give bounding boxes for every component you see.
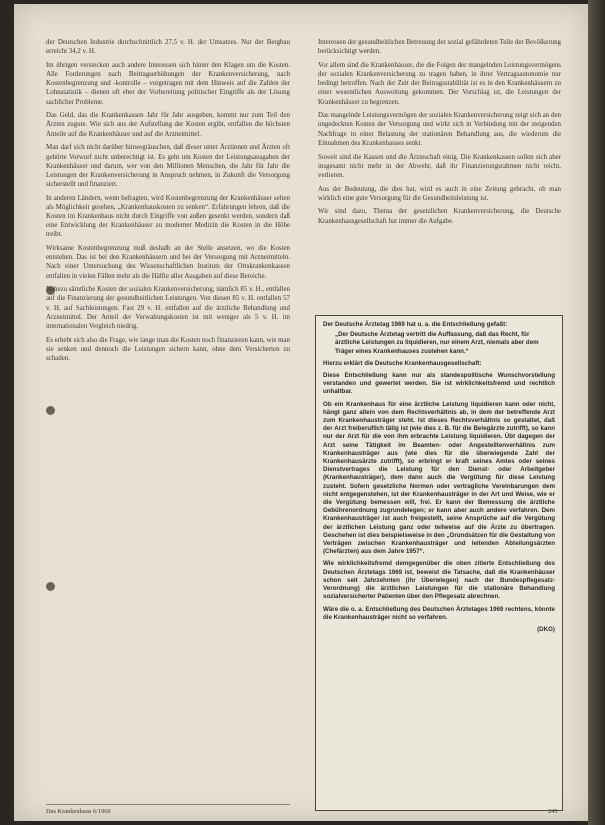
paragraph: Soweit sind die Kassen und die Ärzteschaft einig. Die Krankenkassen sollen sich aber insgesamt nicht mehr in der Abwehr, daß ihr Finanzierungsrahmen nicht reicht, verlieren. — [318, 153, 561, 179]
paragraph: Vor allem sind die Krankenhäuser, die die Folgen der mangelnden Leistungsvermögens der sozialen Krankenversicherung zu tragen haben, in ihrer Vertragsautonomie nur bedingt betroffen. Nach der Zeit der Beitragsstabilität ist es in den Krankenhäusern zu einer wesentlichen Ausweitung gekommen. Der Vorschlag ist, die Leistungen der Krankenhäuser zu begrenzen. — [318, 61, 561, 106]
box-paragraph: Wäre die o. a. Entschließung des Deutschen Ärztetages 1969 rechtens, könnte die Krankenhausträger nicht so verfahren. — [323, 605, 555, 621]
box-source: (DKG) — [537, 625, 555, 633]
paragraph: Man darf sich nicht darüber hinwegtäuschen, daß dieser unter Ärztinnen und Ärzten oft gehörte Vorwurf nicht unberechtigt ist. Es geht um Kosten der Leistungsausgaben der Krankenhäuser und darum, wer von den Millionen Menschen, die Jahr für Jahr die Leistungen der Krankenversicherung in Anspruch nehmen, in Zukunft die Versorgung sicherstellt und finanziert. — [46, 144, 290, 188]
paragraph: der Deutschen Industrie durchschnittlich 27,5 v. H. der Umsatzes. Nur der Bergbau erreicht 34,2 v. H. — [46, 39, 290, 56]
page-number: 245 — [548, 808, 558, 815]
paragraph: Im übrigen verstecken auch andere Interessen sich hinter den Klagen um die Kosten. Alle Forderungen nach Beitragserhöhungen der Krankenversicherung, nach Kostenbegrenzung und -kontrolle – vorgetragen mit dem Hinweis auf die Zahlen der Lohnstatistik – dienen oft eher der Vorbereitung politischer Eingriffe als der Lösung sachlicher Probleme. — [46, 61, 290, 106]
journal-footer: Das Krankenhaus 6/1969 — [46, 808, 111, 815]
punch-hole — [46, 582, 55, 591]
paragraph: Interessen der gesundheitlichen Betreuung der sozial gefährdeten Teile der Bevölkerung berücksichtigt werden. — [318, 39, 561, 56]
paragraph: Wir sind dazu, Thema der gesetzlichen Krankenversicherung, die Deutsche Krankenhausgesellschaft hat immer die Aufgabe. — [318, 208, 561, 225]
book-spine — [588, 0, 605, 825]
left-text-column — [46, 38, 290, 368]
right-text-column — [318, 38, 561, 230]
box-paragraph: Diese Entschließung kann nur als standespolitische Wunschvorstellung verstanden und gewertet werden. Sie ist wirklichkeitsfremd und rechtlich unhaltbar. — [323, 372, 555, 396]
paragraph: Aus der Bedeutung, die dies hat, wird es auch in eine Zeitung gebracht, ob man wirklich eine gute Versorgung für die Gesundheitsleistung ist. — [318, 185, 561, 202]
punch-hole — [46, 406, 55, 415]
paragraph: Das Geld, das die Krankenkassen Jahr für Jahr ausgeben, kommt nur zum Teil den Ärzten zugute. Wie sich aus der Aufstellung der Kosten ergibt, entfallen die höchsten Anteile auf die Krankenhäuser und auf die Arzneimittel. — [46, 112, 290, 138]
box-paragraph: Ob ein Krankenhaus für eine ärztliche Leistung liquidieren kann oder nicht, hängt ganz allein von dem Rechtsverhältnis ab, in dem der betreffende Arzt zum Krankenhausträger steht. Ist dieses Rechtsverhältnis so gestaltet, daß der Arzt freiberuflich tätig ist (wie dies z. B. für die Belegärzte zutrifft), so kann nur der Arzt für die von ihm erbrachte Leistung liquidieren. Übt dagegen der Arzt seine Tätigkeit im Beamten- oder Angestelltenverhältnis zum Krankenhausträger aus (wie dies für die überwiegende Zahl der Krankenhausärzte zutrifft), so erbringt er kraft seines Amtes oder seines Dienstvertrages die Leistung für den Dienst- oder Arbeitgeber (Krankenhausträger), dem dann auch die Vergütung für diese Leistung zusteht. Sofern gesetzliche Normen oder vertragliche Vereinbarungen dem nicht entgegenstehen, ist der Krankenhausträger in der Art und Weise, wie er die Vergütung bemessen will, frei. Er kann der Bemessung die ärztliche Gebührenordnung zugrundelegen; er kann aber auch andere verfahren. Dem Krankenhausträger ist auch freigestellt, seine Ansprüche auf die Vergütung der ärztlichen Leistung ganz oder teilweise auf die Ärzte zu übertragen. Geschehen ist dies beispielsweise in den „Grundsätzen für die Gestaltung von Verträgen zwischen Krankenhausträger und leitenden Abteilungsärzten (Chefärzten) aus dem Jahre 1957“. — [323, 400, 555, 556]
footer-rule — [46, 804, 290, 805]
paragraph: Es erhebt sich also die Frage, wie lange man die Kosten noch finanzieren kann, wie man sie senken und dennoch die Leistungen sichern kann, ohne dem Versicherten zu schaden. — [46, 336, 290, 362]
paragraph: In anderen Ländern, wenn befragten, wird Kostenbegrenzung der Krankenhäuser selten als Möglichkeit gesehen, „Krankenhauskosten zu senken“. Erfahrungen lehren, daß die Kosten im Krankenhaus nicht durch Eingriffe von außen gesenkt werden, sondern daß eine Entwicklung der Krankenhäuser zu moderner Medizin die Kosten in die Höhe treibt. — [46, 194, 290, 239]
paragraph: Wirksame Kostenbegrenzung muß deshalb an der Stelle ansetzen, wo die Kosten entstehen. Das ist bei den Krankenhäusern und bei der Versorgung mit Arzneimitteln. Nach einer Untersuchung des Wissenschaftlichen Instituts der Ortskrankenkassen entfallen in vielen Fällen mehr als die Hälfte aller Ausgaben auf diese Bereiche. — [46, 245, 290, 280]
box-heading: Hierzu erklärt die Deutsche Krankenhausgesellschaft: — [323, 359, 482, 367]
box-intro: Der Deutsche Ärztetag 1969 hat u. a. die Entschließung gefaßt: — [323, 321, 508, 328]
statement-box — [315, 315, 563, 811]
paragraph: Das mangelnde Leistungsvermögen der sozialen Krankenversicherung zeigt sich an den ungedeckten Kosten der Versorgung und wirkt sich in Verbindung mit der steigenden Nachfrage in einer Belastung der stationären Behandlung aus, die wiederum die Einnahmen des Krankenhauses senkt. — [318, 112, 561, 147]
paragraph: Nahezu sämtliche Kosten der sozialen Krankenversicherung, nämlich 85 v. H., entfallen auf die Finanzierung der gesundheitlichen Leistungen. Von diesen 85 v. H. entfallen 57 v. H. auf Sachleistungen. Fast 29 v. H. entfallen auf die ärztliche Behandlung und Arzneimittel. Der Anteil der Verwaltungskosten ist mit weniger als 5 v. H. im internationalen Vergleich niedrig. — [46, 286, 290, 330]
box-paragraph: Wie wirklichkeitsfremd demgegenüber die oben zitierte Entschließung des Deutschen Ärztetags 1969 ist, beweist die Tatsache, daß die Krankenhäuser schon seit Jahrzehnten (ihr Überwiegen) nach der Bundespflegesatz-Verordnung) die ärztlichen Leistungen für die stationäre Behandlung sozialversicherter Patienten über den Pflegesatz abrechnen. — [323, 560, 555, 601]
box-quote: „Der Deutsche Ärztetag vertritt die Auffassung, daß das Recht, für ärztliche Leistungen zu liquidieren, nur einem Arzt, niemals aber dem Träger eines Krankenhauses zustehen kann.“ — [335, 331, 539, 355]
